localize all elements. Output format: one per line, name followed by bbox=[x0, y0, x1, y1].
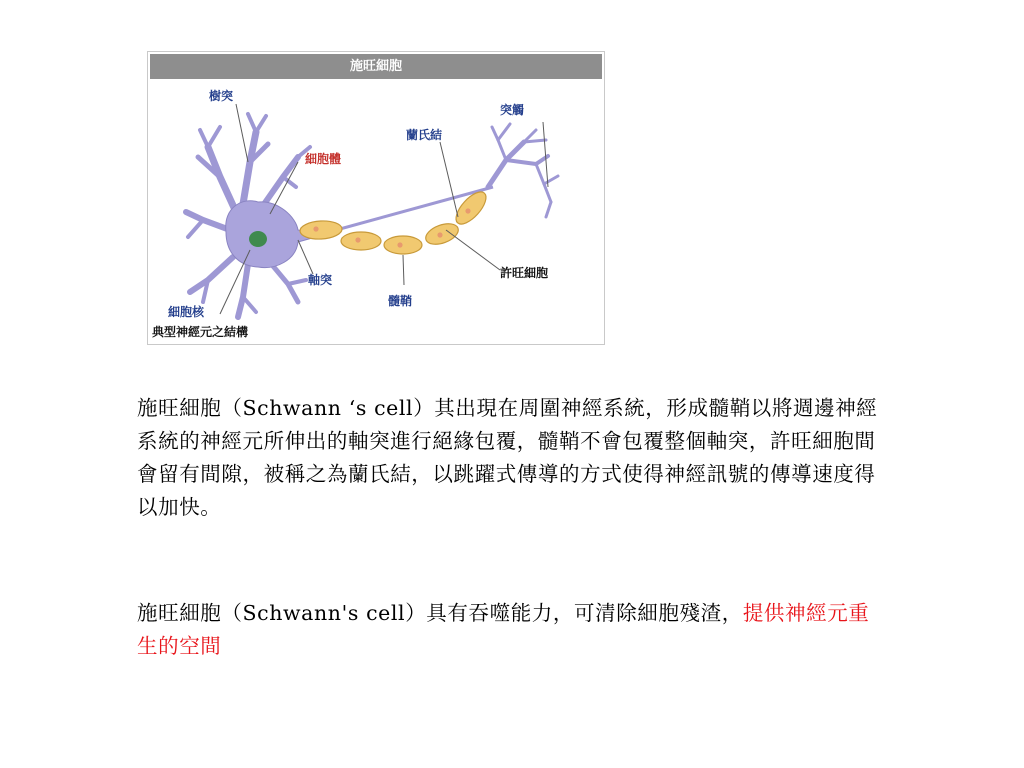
neuron-figure bbox=[147, 51, 605, 345]
label-nucleus: 細胞核 bbox=[168, 305, 205, 319]
neuron-diagram bbox=[148, 52, 606, 346]
paragraph-schwann-myelin: 施旺細胞（Schwann ‘s cell）其出現在周圍神經系統，形成髓鞘以將週邊神經系統的神經元所伸出的軸突進行絕緣包覆，髓鞘不會包覆整個軸突，許旺細胞間會留有間隙，被稱之為蘭氏結，以跳躍式傳導的方式使得神經訊號的傳導速度得以加快。 bbox=[137, 396, 878, 519]
label-dendrite: 樹突 bbox=[209, 89, 234, 103]
paragraph2-text: 施旺細胞（Schwann's cell）具有吞噬能力，可清除細胞殘渣， bbox=[137, 601, 743, 625]
nucleus bbox=[249, 231, 267, 247]
figure-title: 施旺細胞 bbox=[150, 54, 602, 79]
myelin-segment bbox=[300, 220, 343, 240]
paragraph2-highlight: 提供神經元重生的空間 bbox=[137, 601, 870, 658]
label-synapse: 突觸 bbox=[500, 103, 525, 117]
axon-terminal bbox=[488, 124, 558, 217]
myelin-sheath bbox=[300, 187, 492, 254]
label-myelin-sheath: 髓鞘 bbox=[388, 294, 413, 308]
label-cell-body: 細胞體 bbox=[305, 152, 342, 166]
label-axon: 軸突 bbox=[308, 273, 333, 287]
myelin-segment bbox=[341, 232, 381, 250]
label-schwann-cell: 許旺細胞 bbox=[500, 266, 549, 280]
figure-caption: 典型神經元之結構 bbox=[152, 325, 249, 339]
label-node-of-ranvier: 蘭氏結 bbox=[406, 128, 443, 142]
myelin-segment bbox=[384, 236, 422, 254]
paragraph-schwann-phagocytosis bbox=[137, 597, 883, 663]
